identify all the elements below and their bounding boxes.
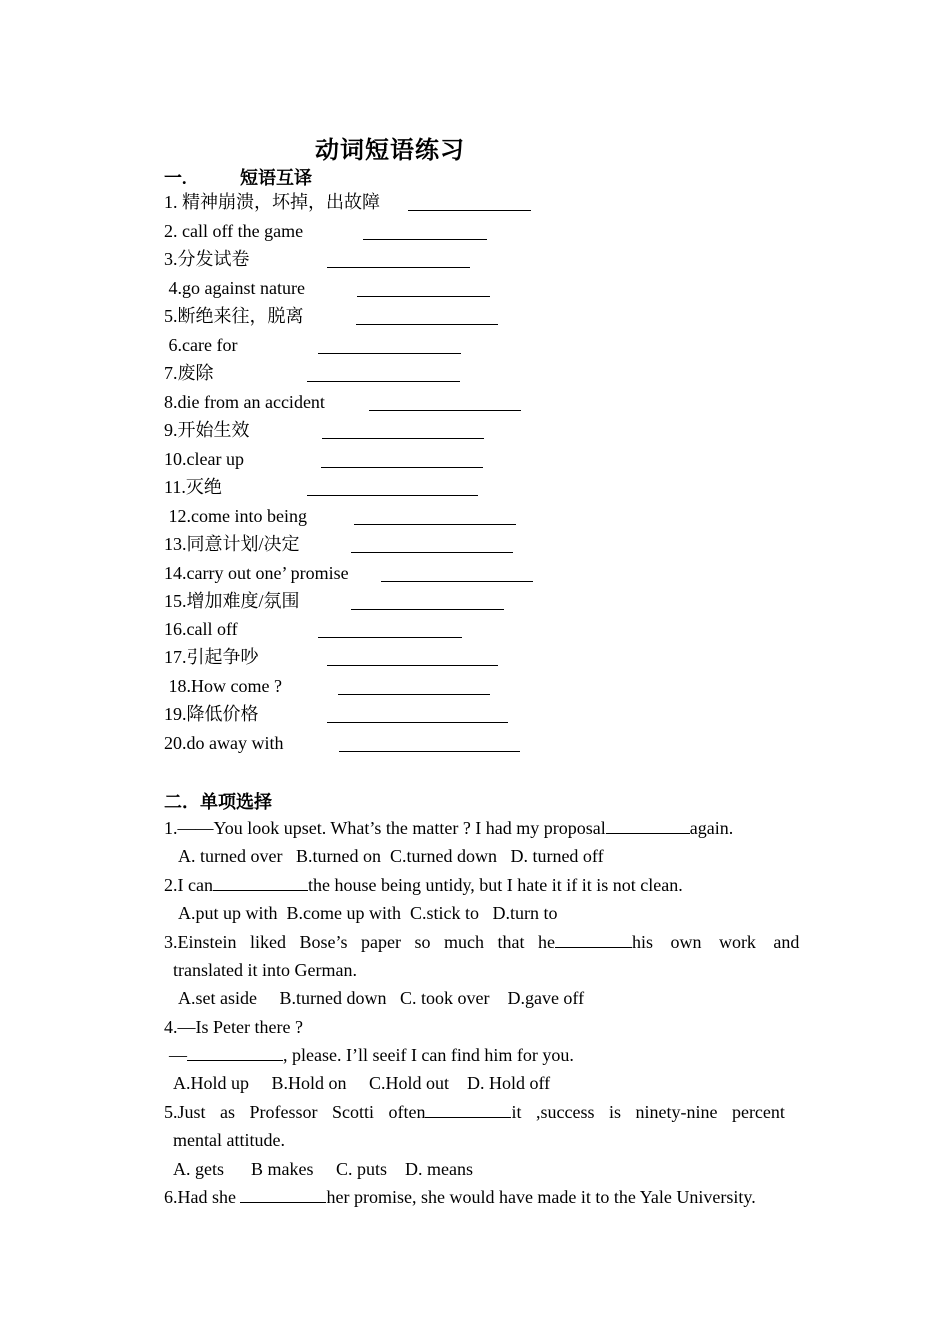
phrase-1: 1. 精神崩溃，坏掉，出故障 <box>164 192 380 212</box>
question-6-text-end: her promise, she would have made it to the Yale University. <box>326 1187 756 1207</box>
question-3-text-end: his own work and <box>631 932 800 952</box>
answer-blank-6[interactable] <box>318 353 461 354</box>
section-1-number: 一. <box>164 168 187 188</box>
question-1-text: 1.——You look upset. What’s the matter ? I had my proposal <box>164 818 606 838</box>
phrase-5: 5.断绝来往，脱离 <box>164 306 304 326</box>
question-1-options: A. turned over B.turned on C.turned down D. turned off <box>178 846 604 866</box>
question-5-continued: mental attitude. <box>173 1130 285 1150</box>
answer-blank-8[interactable] <box>369 410 521 411</box>
phrase-3: 3.分发试卷 <box>164 249 250 269</box>
question-6 <box>164 1184 756 1210</box>
phrase-19: 19.降低价格 <box>164 704 259 724</box>
phrase-20: 20.do away with <box>164 733 284 753</box>
answer-blank-19[interactable] <box>327 722 508 723</box>
question-5-text-end: it ,success is ninety-nine percent <box>511 1102 785 1122</box>
question-3-blank[interactable] <box>555 929 632 948</box>
question-5-blank[interactable] <box>425 1099 511 1118</box>
phrase-15: 15.增加难度/氛围 <box>164 591 300 611</box>
phrase-14: 14.carry out one’ promise <box>164 563 349 583</box>
question-4-text-end: , please. I’ll seeif I can find him for you. <box>283 1045 574 1065</box>
phrase-12: 12.come into being <box>164 506 307 526</box>
question-5-text: 5.Just as Professor Scotti often <box>164 1102 426 1122</box>
section-2-heading: 二．单项选择 <box>164 792 272 812</box>
phrase-13: 13.同意计划/决定 <box>164 534 300 554</box>
question-3 <box>164 929 800 955</box>
phrase-17: 17.引起争吵 <box>164 647 259 667</box>
answer-blank-9[interactable] <box>322 438 484 439</box>
answer-blank-5[interactable] <box>356 324 498 325</box>
answer-blank-3[interactable] <box>327 267 470 268</box>
section-1-heading <box>164 164 312 190</box>
question-1-text-end: again. <box>689 818 734 838</box>
section-1-title: 短语互译 <box>240 168 312 188</box>
phrase-7: 7.废除 <box>164 363 214 383</box>
phrase-18: 18.How come ? <box>164 676 282 696</box>
question-2-text-end: the house being untidy, but I hate it if it is not clean. <box>307 875 683 895</box>
question-4-dash: — <box>169 1045 187 1065</box>
question-6-text: 6.Had she <box>164 1187 241 1207</box>
phrase-2: 2. call off the game <box>164 221 304 241</box>
question-2-options: A.put up with B.come up with C.stick to D.turn to <box>178 903 558 923</box>
answer-blank-10[interactable] <box>321 467 483 468</box>
answer-blank-20[interactable] <box>339 751 520 752</box>
phrase-4: 4.go against nature <box>164 278 305 298</box>
question-2-text: 2.I can <box>164 875 213 895</box>
answer-blank-7[interactable] <box>307 381 460 382</box>
question-3-text: 3.Einstein liked Bose’s paper so much that he <box>164 932 555 952</box>
answer-blank-17[interactable] <box>327 665 498 666</box>
answer-blank-2[interactable] <box>363 239 487 240</box>
answer-blank-4[interactable] <box>357 296 490 297</box>
phrase-11: 11.灭绝 <box>164 477 222 497</box>
answer-blank-12[interactable] <box>354 524 516 525</box>
page-title: 动词短语练习 <box>315 138 465 164</box>
question-1-blank[interactable] <box>606 815 690 834</box>
answer-blank-15[interactable] <box>351 609 504 610</box>
question-1 <box>164 815 733 841</box>
answer-blank-13[interactable] <box>351 552 513 553</box>
question-4-options: A.Hold up B.Hold on C.Hold out D. Hold off <box>173 1073 551 1093</box>
answer-blank-11[interactable] <box>307 495 478 496</box>
question-3-continued: translated it into German. <box>173 960 357 980</box>
phrase-8: 8.die from an accident <box>164 392 325 412</box>
answer-blank-1[interactable] <box>408 210 531 211</box>
question-4-response <box>169 1042 574 1068</box>
phrase-6: 6.care for <box>164 335 238 355</box>
phrase-10: 10.clear up <box>164 449 244 469</box>
answer-blank-18[interactable] <box>338 694 490 695</box>
question-6-blank[interactable] <box>240 1184 326 1203</box>
answer-blank-16[interactable] <box>318 637 462 638</box>
question-4-blank[interactable] <box>187 1042 283 1061</box>
question-3-options: A.set aside B.turned down C. took over D.gave off <box>178 988 585 1008</box>
phrase-9: 9.开始生效 <box>164 420 250 440</box>
question-2-blank[interactable] <box>213 872 308 891</box>
phrase-16: 16.call off <box>164 619 238 639</box>
question-4: 4.—Is Peter there ? <box>164 1017 303 1037</box>
question-2 <box>164 872 683 898</box>
question-5-options: A. gets B makes C. puts D. means <box>173 1159 473 1179</box>
question-5 <box>164 1099 786 1125</box>
answer-blank-14[interactable] <box>381 581 533 582</box>
